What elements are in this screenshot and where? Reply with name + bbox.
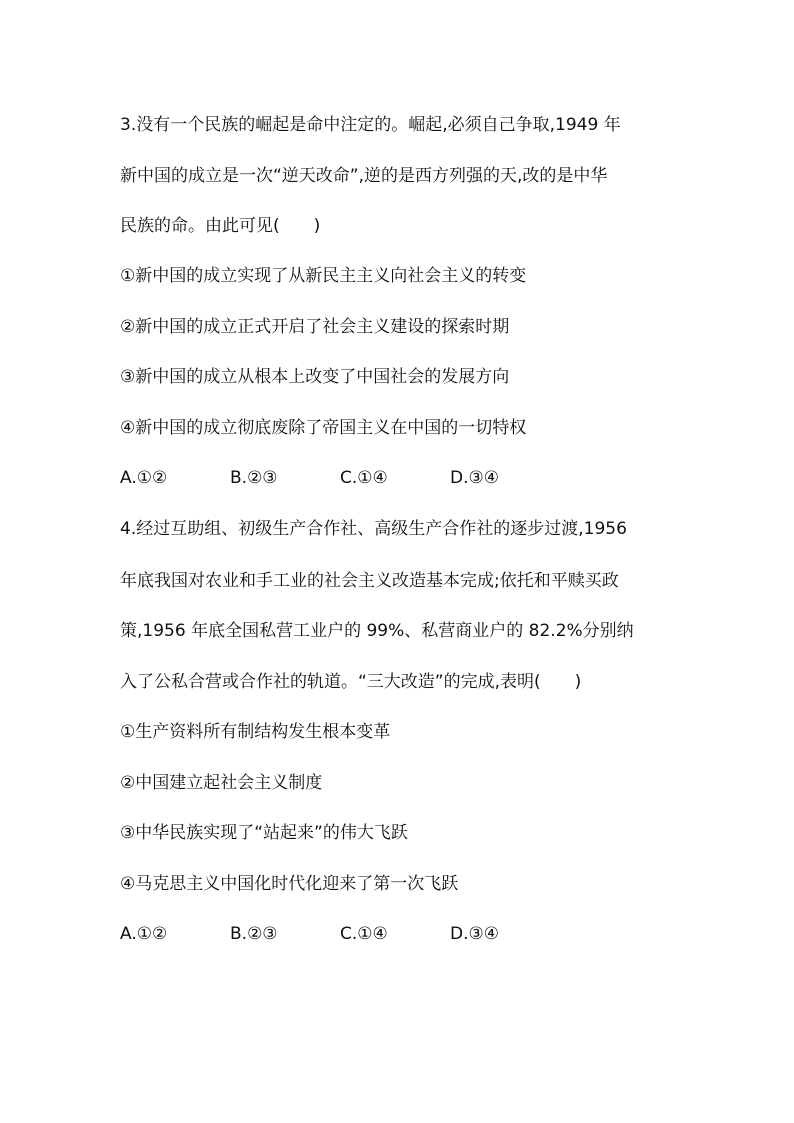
q4-choice-c: C.①④ (340, 924, 388, 944)
q3-option-1: ①新中国的成立实现了从新民主主义向社会主义的转变 (120, 266, 527, 286)
q3-option-2: ②新中国的成立正式开启了社会主义建设的探索时期 (120, 317, 510, 337)
q4-option-1: ①生产资料所有制结构发生根本变革 (120, 722, 391, 742)
q3-stem-line-2: 新中国的成立是一次“逆天改命”,逆的是西方列强的天,改的是中华 (120, 166, 608, 186)
q4-option-3: ③中华民族实现了“站起来”的伟大飞跃 (120, 823, 408, 843)
q4-option-4: ④马克思主义中国化时代化迎来了第一次飞跃 (120, 874, 459, 894)
q4-stem-line-3: 策,1956 年底全国私营工业户的 99%、私营商业户的 82.2%分别纳 (120, 621, 634, 641)
q3-stem-line-3: 民族的命。由此可见( ) (120, 216, 321, 236)
q4-choice-a: A.①② (120, 924, 168, 944)
q4-choice-d: D.③④ (450, 924, 499, 944)
q4-answer-choices (120, 923, 499, 945)
q4-stem-line-4: 入了公私合营或合作社的轨道。“三大改造”的完成,表明( ) (120, 672, 582, 692)
q3-option-4: ④新中国的成立彻底废除了帝国主义在中国的一切特权 (120, 418, 527, 438)
q4-option-2: ②中国建立起社会主义制度 (120, 773, 323, 793)
q3-choice-d: D.③④ (450, 468, 499, 488)
q3-stem-line-1: 3.没有一个民族的崛起是命中注定的。崛起,必须自己争取,1949 年 (120, 115, 621, 135)
q4-choice-b: B.②③ (230, 924, 278, 944)
q3-choice-c: C.①④ (340, 468, 388, 488)
q3-choice-a: A.①② (120, 468, 168, 488)
q3-answer-choices (120, 467, 499, 489)
q4-stem-line-1: 4.经过互助组、初级生产合作社、高级生产合作社的逐步过渡,1956 (120, 519, 627, 539)
q3-option-3: ③新中国的成立从根本上改变了中国社会的发展方向 (120, 367, 510, 387)
q4-stem-line-2: 年底我国对农业和手工业的社会主义改造基本完成;依托和平赎买政 (120, 571, 619, 591)
q3-choice-b: B.②③ (230, 468, 278, 488)
